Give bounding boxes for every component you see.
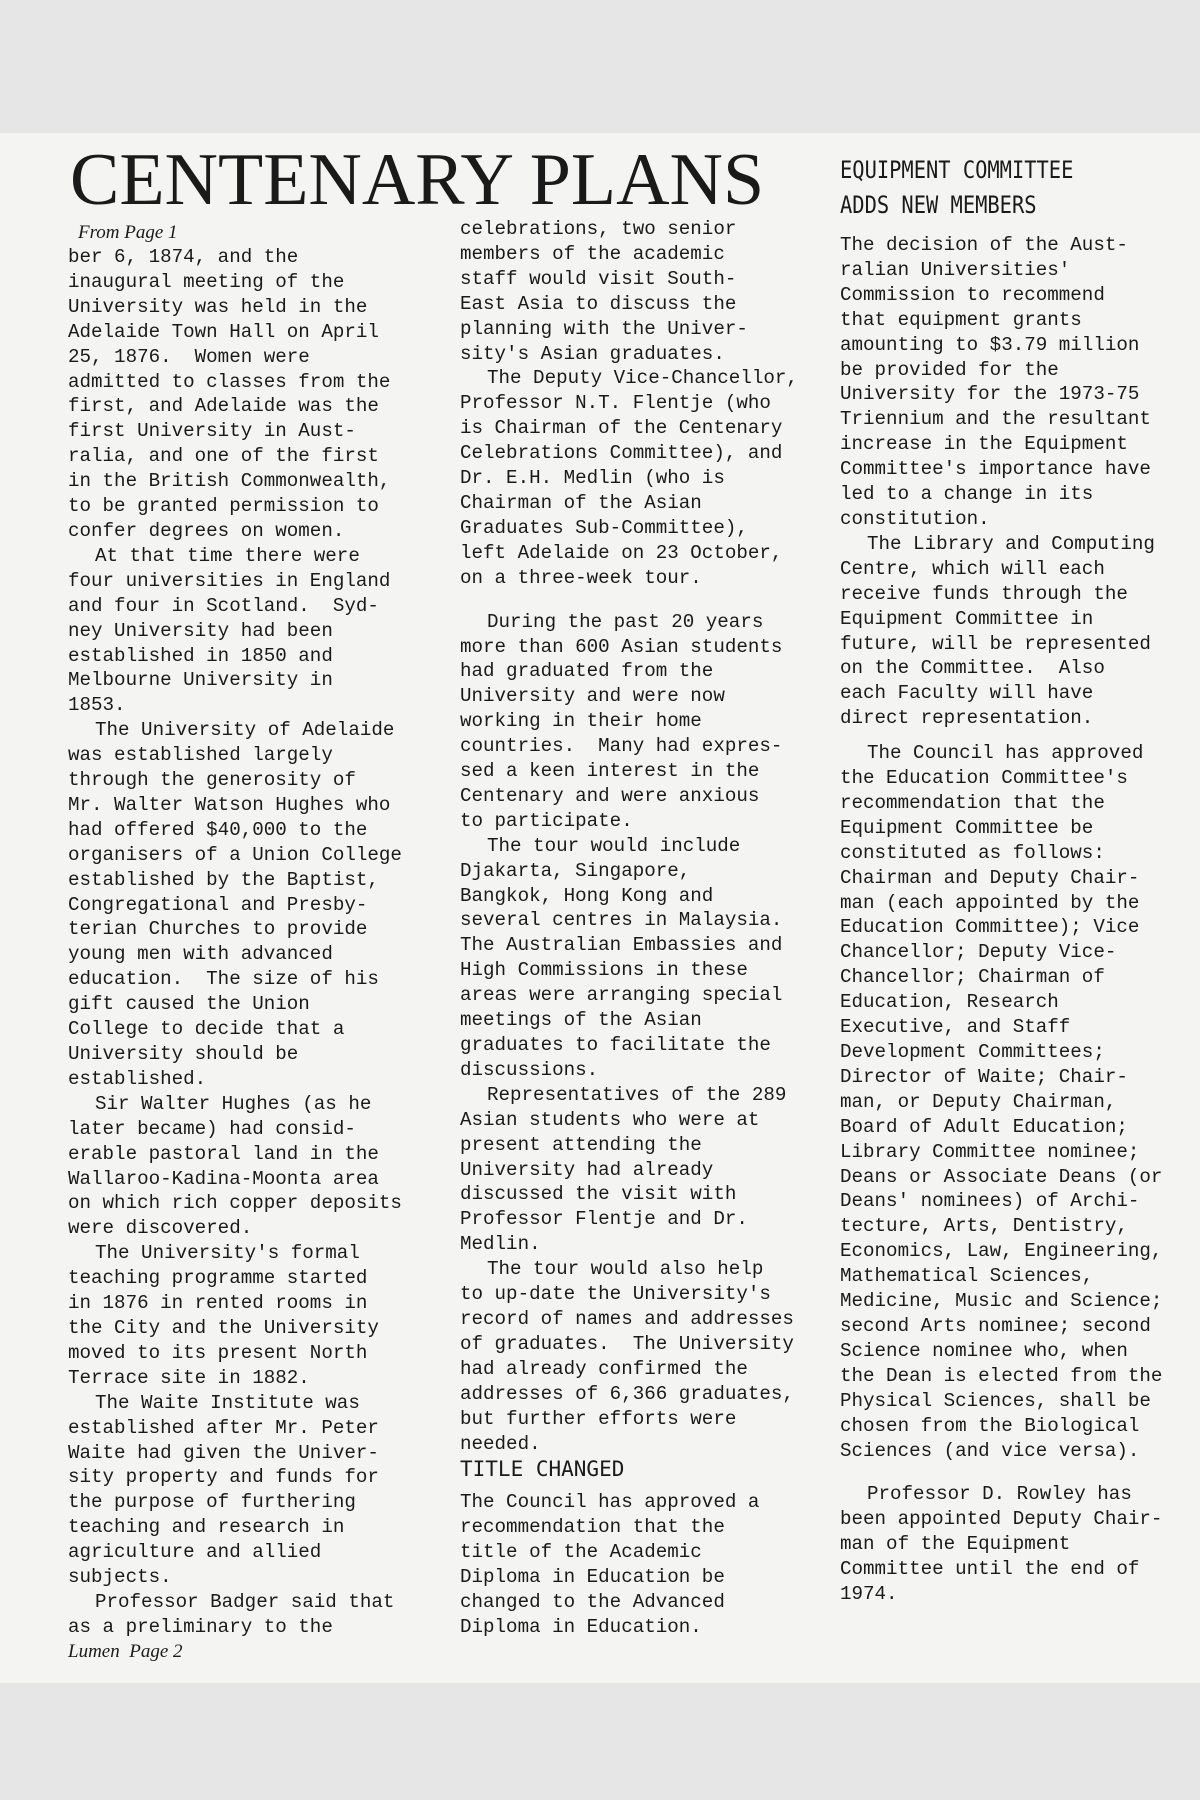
text-line: The tour would include	[487, 834, 741, 857]
text-line: Deans' nominees) of Archi-	[840, 1190, 1140, 1213]
text-line: Medicine, Music and Science;	[840, 1290, 1163, 1313]
text-line: to participate.	[460, 809, 633, 832]
text-line: sity property and funds for	[68, 1466, 379, 1489]
text-line: Professor Badger said that	[95, 1590, 395, 1613]
text-line: Chairman of the Asian	[460, 491, 702, 514]
text-line: Wallaroo-Kadina-Moonta area	[68, 1167, 379, 1190]
text-line: changed to the Advanced	[460, 1591, 725, 1614]
newsletter-page	[0, 133, 1200, 1683]
text-line: discussed the visit with	[460, 1183, 737, 1206]
text-line: Committee's importance have	[840, 458, 1151, 481]
text-line: graduates to facilitate the	[460, 1034, 771, 1056]
paragraph-gap	[840, 1463, 1190, 1482]
equipment-subhead-line-1: EQUIPMENT COMMITTEE	[840, 156, 1074, 184]
text-line: the Education Committee's	[840, 767, 1128, 790]
text-line: University and were now	[460, 685, 725, 708]
text-line: Djakarta, Singapore,	[460, 859, 691, 882]
text-line: more than 600 Asian students	[460, 635, 783, 658]
text-line: on a three-week tour.	[460, 566, 702, 589]
rowley-paragraph	[840, 1482, 1190, 1607]
text-line: The Deputy Vice-Chancellor,	[487, 367, 798, 390]
text-line: Waite had given the Univer-	[68, 1441, 379, 1464]
text-line: in the British Commonwealth,	[68, 470, 391, 493]
text-line: Congregational and Presby-	[68, 893, 368, 916]
text-line: Mr. Walter Watson Hughes who	[68, 793, 391, 816]
text-line: admitted to classes from the	[68, 370, 391, 393]
text-line: had offered $40,000 to the	[68, 818, 368, 841]
text-line: Sciences (and vice versa).	[840, 1439, 1140, 1462]
text-line: increase in the Equipment	[840, 433, 1128, 456]
text-line: Board of Adult Education;	[840, 1115, 1128, 1138]
text-line: first, and Adelaide was the	[68, 395, 379, 418]
text-line: Professor N.T. Flentje (who	[460, 392, 771, 415]
text-line: planning with the Univer-	[460, 317, 748, 340]
text-line: University for the 1973-75	[840, 383, 1140, 406]
text-line: the City and the University	[68, 1316, 379, 1339]
text-line: constitution.	[840, 507, 990, 530]
text-line: Executive, and Staff	[840, 1016, 1071, 1039]
text-line: terian Churches to provide	[68, 918, 368, 941]
text-line: that equipment grants	[840, 308, 1082, 331]
text-line: to up-date the University's	[460, 1283, 771, 1306]
text-line: The Australian Embassies and	[460, 934, 783, 957]
text-line: Physical Sciences, shall be	[840, 1389, 1151, 1412]
text-line: tecture, Arts, Dentistry,	[840, 1215, 1128, 1238]
text-line: record of names and addresses	[460, 1307, 794, 1330]
text-line: first University in Aust-	[68, 420, 356, 443]
text-line: moved to its present North	[68, 1341, 368, 1364]
text-line: led to a change in its	[840, 483, 1094, 506]
column-1	[68, 221, 438, 1664]
text-line: education. The size of his	[68, 968, 379, 991]
text-line: agriculture and allied	[68, 1541, 322, 1564]
asian-tour-paragraphs	[460, 217, 830, 591]
text-line: The tour would also help	[487, 1258, 764, 1281]
text-line: established.	[68, 1067, 207, 1090]
text-line: gift caused the Union	[68, 993, 310, 1016]
text-line: Sir Walter Hughes (as he	[95, 1092, 372, 1115]
text-line: The decision of the Aust-	[840, 234, 1128, 256]
text-line: young men with advanced	[68, 943, 333, 966]
text-line: on which rich copper deposits	[68, 1192, 402, 1215]
text-line: staff would visit South-	[460, 267, 737, 290]
text-line: man (each appointed by the	[840, 891, 1140, 914]
text-line: meetings of the Asian	[460, 1009, 702, 1032]
text-line: The University's formal	[95, 1242, 360, 1265]
text-line: Centre, which will each	[840, 557, 1105, 580]
text-line: Science nominee who, when	[840, 1339, 1128, 1362]
text-line: and four in Scotland. Syd-	[68, 594, 379, 617]
text-line: man of the Equipment	[840, 1533, 1071, 1556]
text-line: Mathematical Sciences,	[840, 1265, 1094, 1288]
text-line: left Adelaide on 23 October,	[460, 541, 783, 564]
text-line: is Chairman of the Centenary	[460, 417, 783, 440]
text-line: chosen from the Biological	[840, 1414, 1140, 1437]
text-line: Deans or Associate Deans (or	[840, 1165, 1163, 1188]
text-line: in 1876 in rented rooms in	[68, 1292, 368, 1315]
text-line: man, or Deputy Chairman,	[840, 1090, 1117, 1113]
text-line: established in 1850 and	[68, 644, 333, 667]
page-footer: Lumen Page 2	[68, 1640, 183, 1662]
column-2	[460, 217, 830, 1640]
equipment-subhead-line-2: ADDS NEW MEMBERS	[840, 191, 1037, 219]
text-line: During the past 20 years	[487, 610, 764, 633]
text-line: High Commissions in these	[460, 959, 748, 982]
text-line: Commission to recommend	[840, 283, 1105, 306]
text-line: 1974.	[840, 1583, 898, 1606]
text-line: University should be	[68, 1043, 299, 1065]
title-changed-body	[460, 1490, 830, 1639]
text-line: Library Committee nominee;	[840, 1140, 1140, 1163]
text-line: Representatives of the 289	[487, 1083, 787, 1106]
text-line: be provided for the	[840, 358, 1059, 381]
continued-from-label: From Page 1	[78, 222, 178, 243]
text-line: four universities in England	[68, 569, 391, 592]
text-line: Economics, Law, Engineering,	[840, 1240, 1163, 1263]
text-line: present attending the	[460, 1133, 702, 1156]
text-line: Equipment Committee be	[840, 816, 1094, 839]
text-line: the purpose of furthering	[68, 1491, 356, 1514]
text-line: Director of Waite; Chair-	[840, 1065, 1128, 1088]
text-line: Committee until the end of	[840, 1558, 1140, 1581]
column-3	[840, 153, 1190, 1607]
text-line: working in their home	[460, 710, 702, 733]
text-line: subjects.	[68, 1566, 172, 1589]
text-line: Education, Research	[840, 991, 1059, 1014]
text-line: to be granted permission to	[68, 495, 379, 518]
text-line: had graduated from the	[460, 660, 714, 683]
text-line: At that time there were	[95, 544, 360, 567]
text-line: The Council has approved	[867, 742, 1144, 765]
text-line: Diploma in Education.	[460, 1615, 702, 1638]
text-line: ney University had been	[68, 619, 333, 642]
text-line: constituted as follows:	[840, 841, 1105, 864]
text-line: confer degrees on women.	[68, 519, 345, 542]
text-line: established by the Baptist,	[68, 868, 379, 891]
text-line: Terrace site in 1882.	[68, 1366, 310, 1389]
text-line: Equipment Committee in	[840, 607, 1094, 630]
text-line: Chancellor; Chairman of	[840, 966, 1105, 989]
text-line: direct representation.	[840, 707, 1094, 730]
text-line: teaching programme started	[68, 1267, 368, 1290]
text-line: but further efforts were	[460, 1407, 737, 1430]
text-line: as a preliminary to the	[68, 1615, 333, 1638]
text-line: Education Committee); Vice	[840, 916, 1140, 939]
text-line: Adelaide Town Hall on April	[68, 320, 379, 343]
paragraph-gap	[460, 591, 830, 610]
text-line: had already confirmed the	[460, 1357, 748, 1380]
text-line: title of the Academic	[460, 1541, 702, 1564]
text-line: the Dean is elected from the	[840, 1364, 1163, 1387]
text-line: East Asia to discuss the	[460, 292, 737, 315]
text-line: of graduates. The University	[460, 1332, 794, 1355]
text-line: University had already	[460, 1158, 714, 1181]
text-line: addresses of 6,366 graduates,	[460, 1382, 794, 1405]
text-line: second Arts nominee; second	[840, 1314, 1151, 1337]
text-line: The University of Adelaide	[95, 719, 395, 742]
text-line: College to decide that a	[68, 1018, 345, 1041]
text-line: amounting to $3.79 million	[840, 333, 1140, 356]
text-line: areas were arranging special	[460, 984, 783, 1007]
text-line: Melbourne University in	[68, 669, 333, 692]
text-line: Graduates Sub-Committee),	[460, 516, 748, 539]
paragraph-gap	[840, 731, 1190, 741]
text-line: on the Committee. Also	[840, 657, 1105, 680]
text-line: through the generosity of	[68, 769, 356, 792]
text-line: celebrations, two senior	[460, 218, 737, 240]
text-line: organisers of a Union College	[68, 843, 402, 866]
title-changed-subhead: TITLE CHANGED	[460, 1457, 625, 1482]
text-line: needed.	[460, 1432, 541, 1455]
text-line: Bangkok, Hong Kong and	[460, 884, 714, 907]
text-line: future, will be represented	[840, 632, 1151, 655]
text-line: inaugural meeting of the	[68, 270, 345, 293]
text-line: ralia, and one of the first	[68, 445, 379, 468]
text-line: erable pastoral land in the	[68, 1142, 379, 1165]
page-headline: CENTENARY PLANS	[70, 139, 765, 221]
text-line: countries. Many had expres-	[460, 735, 783, 758]
council-paragraph	[840, 741, 1190, 1463]
text-line: ralian Universities'	[840, 258, 1071, 281]
text-line: Chairman and Deputy Chair-	[840, 866, 1140, 889]
text-line: 1853.	[68, 694, 126, 717]
text-line: Dr. E.H. Medlin (who is	[460, 467, 725, 490]
text-line: ber 6, 1874, and the	[68, 246, 299, 268]
text-line: Development Committees;	[840, 1041, 1105, 1063]
text-line: Professor Flentje and Dr.	[460, 1208, 748, 1231]
text-line: later became) had consid-	[68, 1117, 356, 1140]
text-line: members of the academic	[460, 242, 725, 265]
text-line: were discovered.	[68, 1217, 253, 1240]
text-line: The Library and Computing	[867, 532, 1155, 555]
text-line: Diploma in Education be	[460, 1566, 725, 1589]
text-line: Triennium and the resultant	[840, 408, 1151, 431]
text-line: University was held in the	[68, 295, 368, 318]
text-line: been appointed Deputy Chair-	[840, 1508, 1163, 1531]
text-line: was established largely	[68, 744, 333, 767]
text-line: recommendation that the	[460, 1516, 725, 1539]
text-line: Centenary and were anxious	[460, 784, 760, 807]
text-line: teaching and research in	[68, 1516, 345, 1539]
text-line: recommendation that the	[840, 791, 1105, 814]
text-line: several centres in Malaysia.	[460, 909, 783, 932]
text-line: Asian students who were at	[460, 1108, 760, 1131]
text-line: The Waite Institute was	[95, 1391, 360, 1414]
text-line: sed a keen interest in the	[460, 760, 760, 783]
text-line: receive funds through the	[840, 582, 1128, 605]
text-line: Medlin.	[460, 1233, 541, 1256]
text-line: each Faculty will have	[840, 682, 1094, 705]
text-line: established after Mr. Peter	[68, 1416, 379, 1439]
text-line: Chancellor; Deputy Vice-	[840, 941, 1117, 964]
text-line: sity's Asian graduates.	[460, 342, 725, 365]
column-1-body	[68, 245, 438, 1640]
text-line: Professor D. Rowley has	[867, 1483, 1132, 1506]
graduates-paragraphs	[460, 610, 830, 1457]
equipment-paragraphs	[840, 233, 1190, 731]
text-line: Celebrations Committee), and	[460, 442, 783, 465]
text-line: The Council has approved a	[460, 1491, 760, 1514]
text-line: discussions.	[460, 1058, 599, 1081]
text-line: 25, 1876. Women were	[68, 345, 310, 368]
